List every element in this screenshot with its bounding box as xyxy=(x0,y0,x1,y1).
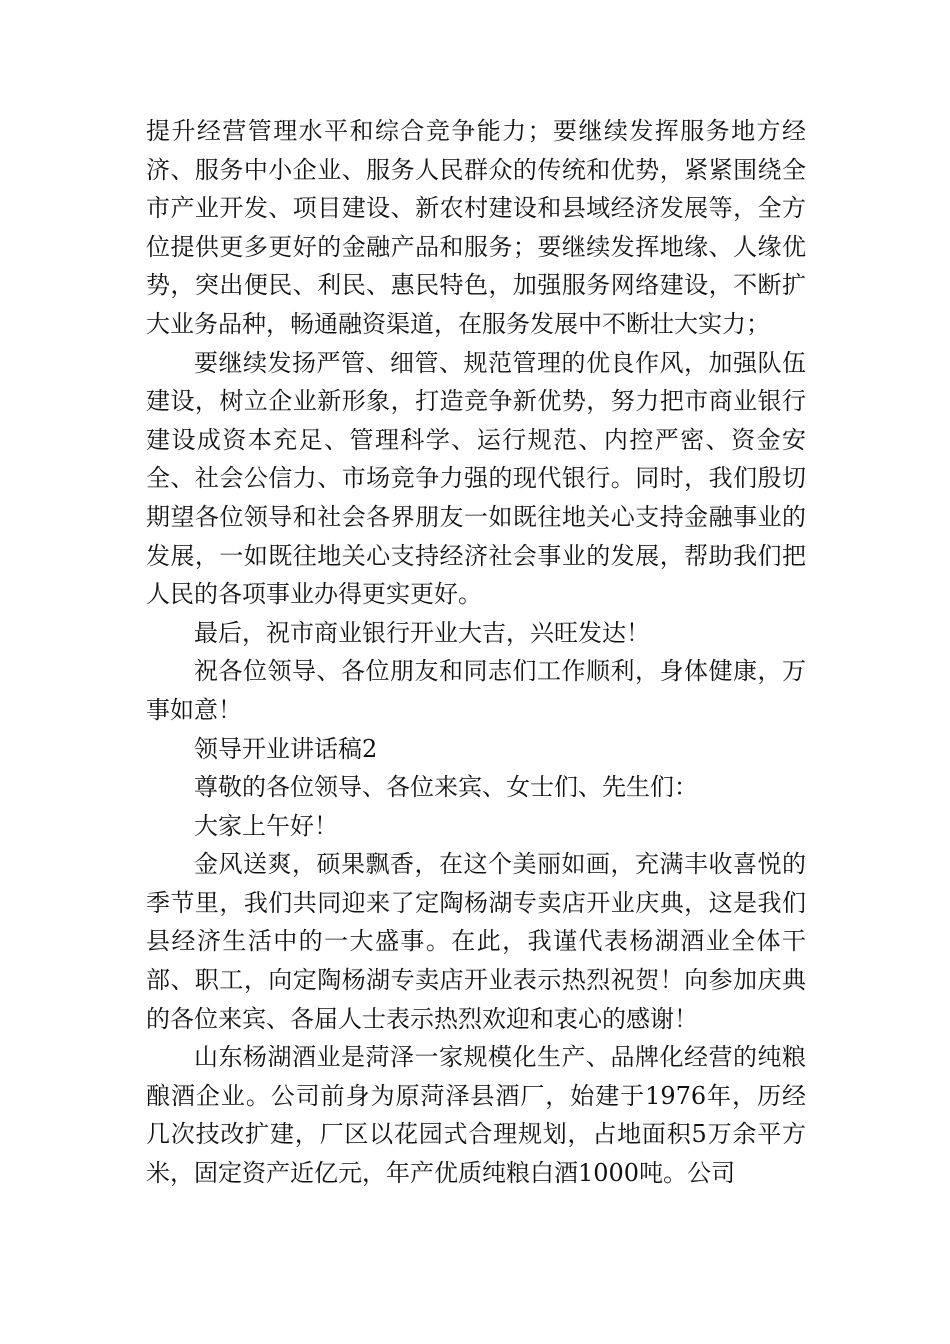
paragraph: 祝各位领导、各位朋友和同志们工作顺利，身体健康，万事如意！ xyxy=(146,657,806,724)
paragraph: 山东杨湖酒业是菏泽一家规模化生产、品牌化经营的纯粮酿酒企业。公司前身为原菏泽县酒厂，始建于1976年，历经几次技改扩建，厂区以花园式合理规划，占地面积5万余平方米，固定资产近亿元，年产优质纯粮白酒1000吨。公司 xyxy=(146,1043,806,1188)
document-body xyxy=(146,112,806,1193)
section-heading: 领导开业讲话稿2 xyxy=(194,734,378,763)
paragraph: 金风送爽，硕果飘香，在这个美丽如画，充满丰收喜悦的季节里，我们共同迎来了定陶杨湖专卖店开业庆典，这是我们县经济生活中的一大盛事。在此，我谨代表杨湖酒业全体干部、职工，向定陶杨湖专卖店开业表示热烈祝贺！向参加庆典的各位来宾、各届人士表示热烈欢迎和衷心的感谢！ xyxy=(146,850,806,1033)
paragraph: 提升经营管理水平和综合竞争能力；要继续发挥服务地方经济、服务中小企业、服务人民群众的传统和优势，紧紧围绕全市产业开发、项目建设、新农村建设和县域经济发展等，全方位提供更多更好的金融产品和服务；要继续发挥地缘、人缘优势，突出便民、利民、惠民特色，加强服务网络建设，不断扩大业务品种，畅通融资渠道，在服务发展中不断壮大实力； xyxy=(146,117,806,338)
greeting: 大家上午好！ xyxy=(194,811,338,840)
paragraph: 要继续发扬严管、细管、规范管理的优良作风，加强队伍建设，树立企业新形象，打造竞争新优势，努力把市商业银行建设成资本充足、管理科学、运行规范、内控严密、资金安全、社会公信力、市场竞争力强的现代银行。同时，我们殷切期望各位领导和社会各界朋友一如既往地关心支持金融事业的发展，一如既往地关心支持经济社会事业的发展，帮助我们把人民的各项事业办得更实更好。 xyxy=(146,348,806,609)
paragraph: 最后，祝市商业银行开业大吉，兴旺发达！ xyxy=(194,618,650,647)
salutation: 尊敬的各位领导、各位来宾、女士们、先生们： xyxy=(194,773,698,802)
